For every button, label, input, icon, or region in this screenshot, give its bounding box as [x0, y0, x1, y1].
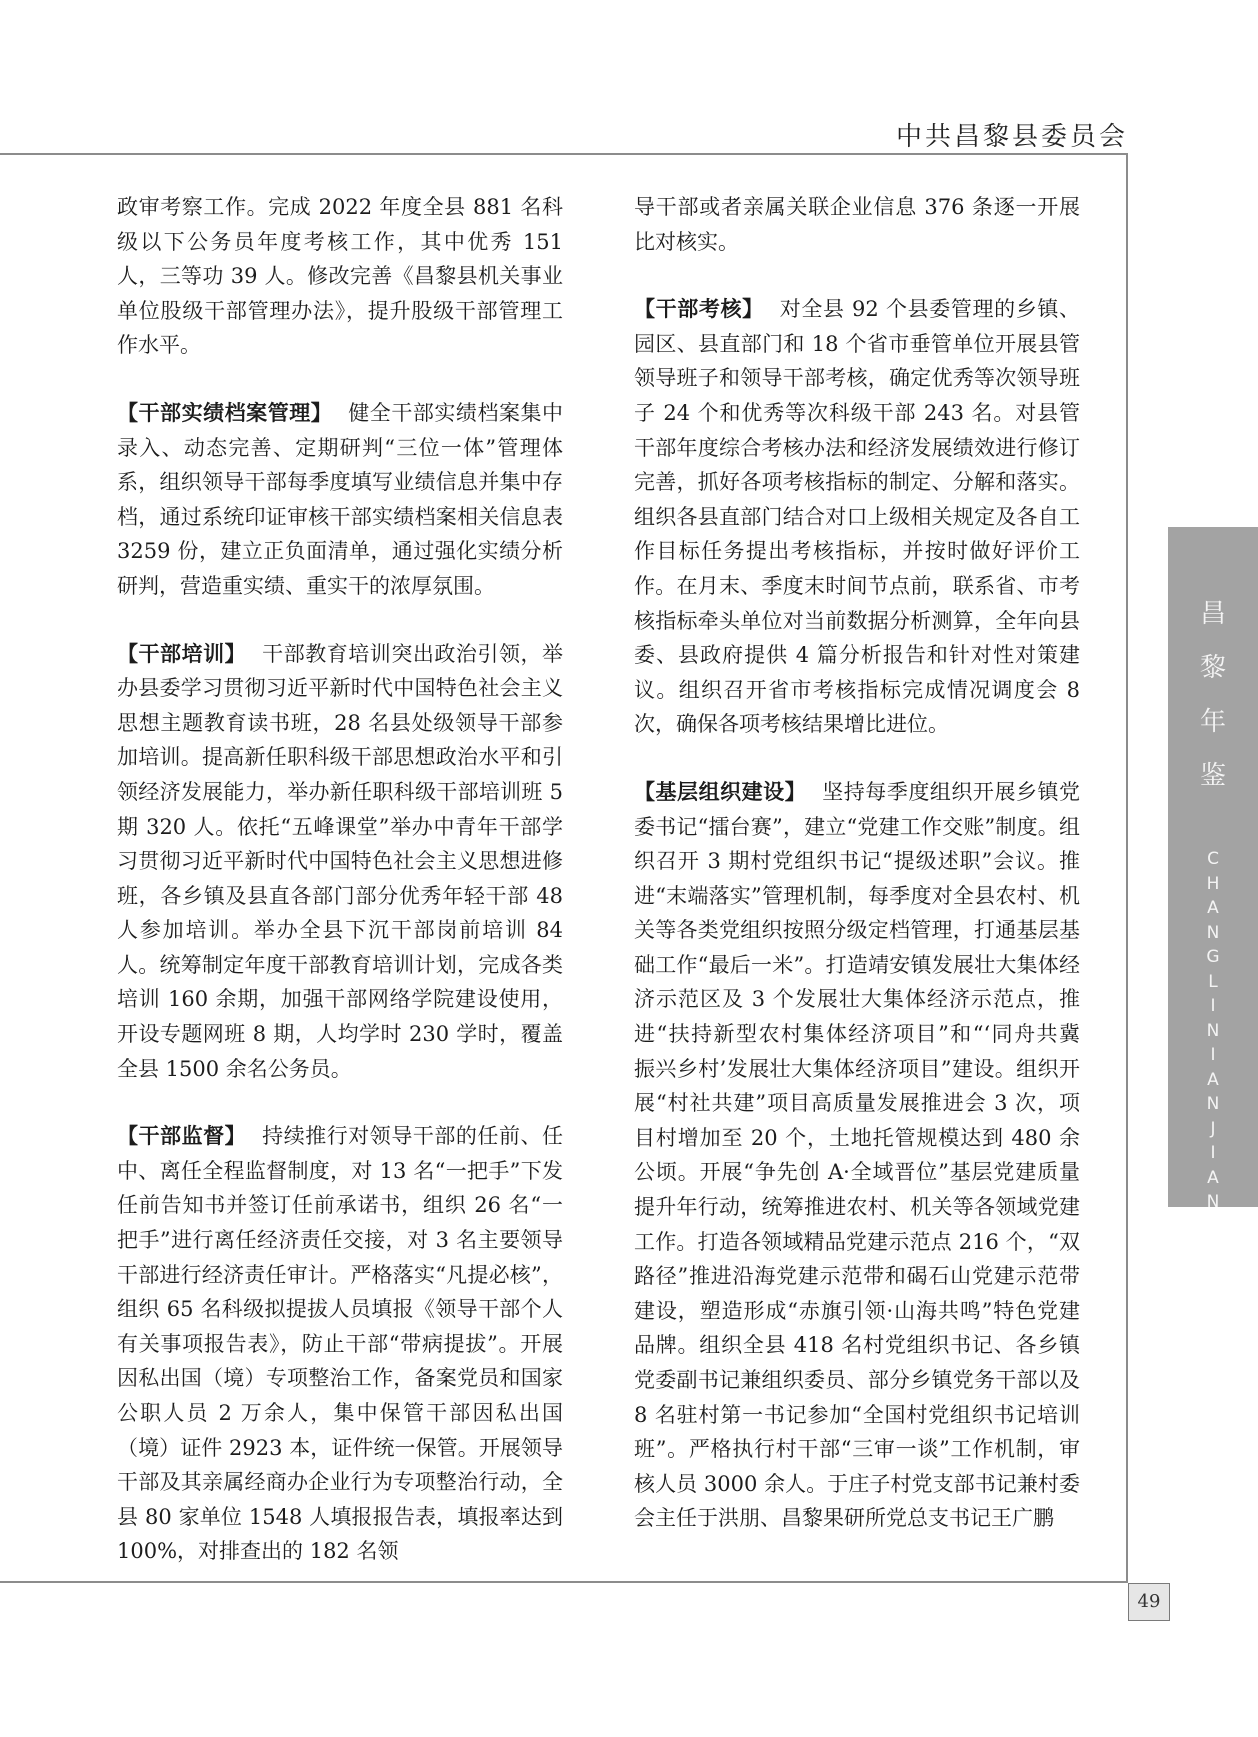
header-rule [0, 153, 1128, 155]
side-tab-letter: A [1207, 1069, 1219, 1090]
section-cadre-training [117, 637, 563, 1087]
section-heading: 【 干部培训 】 [117, 642, 262, 666]
page-number: 49 [1128, 1583, 1170, 1621]
side-tab-char: 黎 [1199, 653, 1226, 683]
section-cadre-performance-archives [117, 396, 563, 604]
side-tab-letter: I [1210, 1045, 1216, 1065]
section-body: 对全县 92 个县委管理的乡镇、园区、县直部门和 18 个省市垂管单位开展县管领导班子和领导干部考核，确定优秀等次领导班子 24 个和优秀等次科级干部 243 名。对县管干部年度综合考核办法和经济发展绩效进行修订完善，抓好各项考核指标的制定、分解和落实。组织各县直部门结合对口上级相关规定及各自工作目标任务提出考核指标，并按时做好评价工作。在月末、季度末时间节点前，联系省、市考核指标牵头单位对当前数据分析测算，全年向县委、县政府提供 4 篇分析报告和针对性对策建议。组织召开省市考核指标完成情况调度会 8 次，确保各项考核结果增比进位。 [634, 297, 1081, 737]
section-heading: 【 干部实绩档案管理 】 [117, 401, 348, 425]
section-cadre-supervision [117, 1119, 563, 1569]
frame-right-rule [1126, 153, 1128, 1583]
section-cadre-assessment [634, 292, 1080, 742]
side-tab-letter: A [1207, 1167, 1219, 1188]
side-tab-char: 昌 [1199, 599, 1226, 629]
side-tab-char: 年 [1199, 707, 1226, 737]
section-body: 干部教育培训突出政治引领，举办县委学习贯彻习近平新时代中国特色社会主义思想主题教育读书班，28 名县处级领导干部参加培训。提高新任职科级干部思想政治水平和引领经济发展能力，举办新任职科级干部培训班 5 期 320 人。依托“五峰课堂”举办中青年干部学习贯彻习近平新时代中国特色社会主义思想进修班，各乡镇及县直各部门部分优秀年轻干部 48 人参加培训。举办全县下沉干部岗前培训 84 人。统筹制定年度干部教育培训计划，完成各类培训 160 余期，加强干部网络学院建设使用，开设专题网班 8 期，人均学时 230 学时，覆盖全县 1500 余名公务员。 [117, 641, 564, 1081]
side-tab-english-title [1168, 847, 1258, 1215]
side-tab-letter: H [1206, 873, 1220, 894]
side-tab-chinese-title [1168, 587, 1258, 803]
continued-paragraph: 导干部或者亲属关联企业信息 376 条逐一开展比对核实。 [634, 195, 1080, 254]
continued-paragraph: 政审考察工作。完成 2022 年度全县 881 名科级以下公务员年度考核工作，其中优秀 151 人，三等功 39 人。修改完善《昌黎县机关事业单位股级干部管理办法》，提升股级干部管理工作水平。 [117, 195, 563, 358]
side-tab-letter: N [1206, 1094, 1220, 1114]
section-grassroots-organization [634, 775, 1101, 1536]
footer-rule [0, 1581, 1128, 1583]
section-body: 健全干部实绩档案集中录入、动态完善、定期研判“三位一体”管理体系，组织领导干部每季度填写业绩信息并集中存档，通过系统印证审核干部实绩档案相关信息表 3259 份，建立正负面清单，通过强化实绩分析研判，营造重实绩、重实干的浓厚氛围。 [117, 400, 564, 598]
side-tab-letter: C [1207, 849, 1219, 869]
side-tab-letter: N [1206, 1192, 1220, 1212]
side-tab-char: 鉴 [1199, 761, 1226, 791]
side-tab-letter: N [1206, 1020, 1220, 1041]
running-header-title: 中共昌黎县委员会 [895, 122, 1128, 152]
section-heading: 【 干部考核 】 [634, 297, 780, 321]
section-body: 持续推行对领导干部的任前、任中、离任全程监督制度，对 13 名“一把手”下发任前告知书并签订任前承诺书，组织 26 名“一把手”进行离任经济责任交接，对 3 名主要领导干部进行经济责任审计。严格落实“凡提必核”，组织 65 名科级拟提拔人员填报《领导干部个人有关事项报告表》，防止干部“带病提拔”。开展因私出国（境）专项整治工作，备案党员和国家公职人员 2 万余人，集中保管干部因私出国（境）证件 2923 本，证件统一保管。开展领导干部及其亲属经商办企业行为专项整治行动，全县 80 家单位 1548 人填报报告表，填报率达到 100%，对排查出的 182 名领 [117, 1124, 564, 1564]
left-text-column [117, 190, 563, 1569]
side-tab-letter: I [1210, 996, 1216, 1016]
section-body: 坚持每季度组织开展乡镇党委书记“擂台赛”，建立“党建工作交账”制度。组织召开 3 期村党组织书记“提级述职”会议。推进“末端落实”管理机制，每季度对全县农村、机关等各类党组织按照分级定档管理，打通基层基础工作“最后一米”。打造靖安镇发展壮大集体经济示范区及 3 个发展壮大集体经济示范点，推进“扶持新型农村集体经济项目”和“‘同舟共冀 振兴乡村’发展壮大集体经济项目”建设。组织开展“村社共建”项目高质量发展推进会 3 次，项目村增加至 20 个，土地托管规模达到 480 余公顷。开展“争先创 A·全域晋位”基层党建质量提升年行动，统筹推进农村、机关等各领域党建工作。打造各领域精品党建示范点 216 个，“双路径”推进沿海党建示范带和碣石山党建示范带建设，塑造形成“赤旗引领·山海共鸣”特色党建品牌。组织全县 418 名村党组织书记、各乡镇党委副书记兼组织委员、部分乡镇党务干部以及 8 名驻村第一书记参加“全国村党组织书记培训班”。严格执行村干部“三审一谈”工作机制，审核人员 3000 余人。于庄子村党支部书记兼村委会主任于洪朋、昌黎果研所党总支书记王广鹏 [634, 779, 1101, 1531]
section-heading: 【 基层组织建设 】 [634, 780, 822, 804]
side-tab-letter: N [1206, 922, 1220, 943]
side-tab-letter: I [1210, 1143, 1216, 1163]
section-heading: 【 干部监督 】 [117, 1124, 262, 1148]
side-tab-letter: J [1210, 1118, 1216, 1139]
side-tab-letter: A [1207, 898, 1219, 918]
side-tab-letter: G [1206, 947, 1220, 967]
side-tab-letter: L [1208, 971, 1218, 992]
right-text-column [634, 190, 1101, 1536]
side-thumb-tab [1168, 527, 1258, 1212]
